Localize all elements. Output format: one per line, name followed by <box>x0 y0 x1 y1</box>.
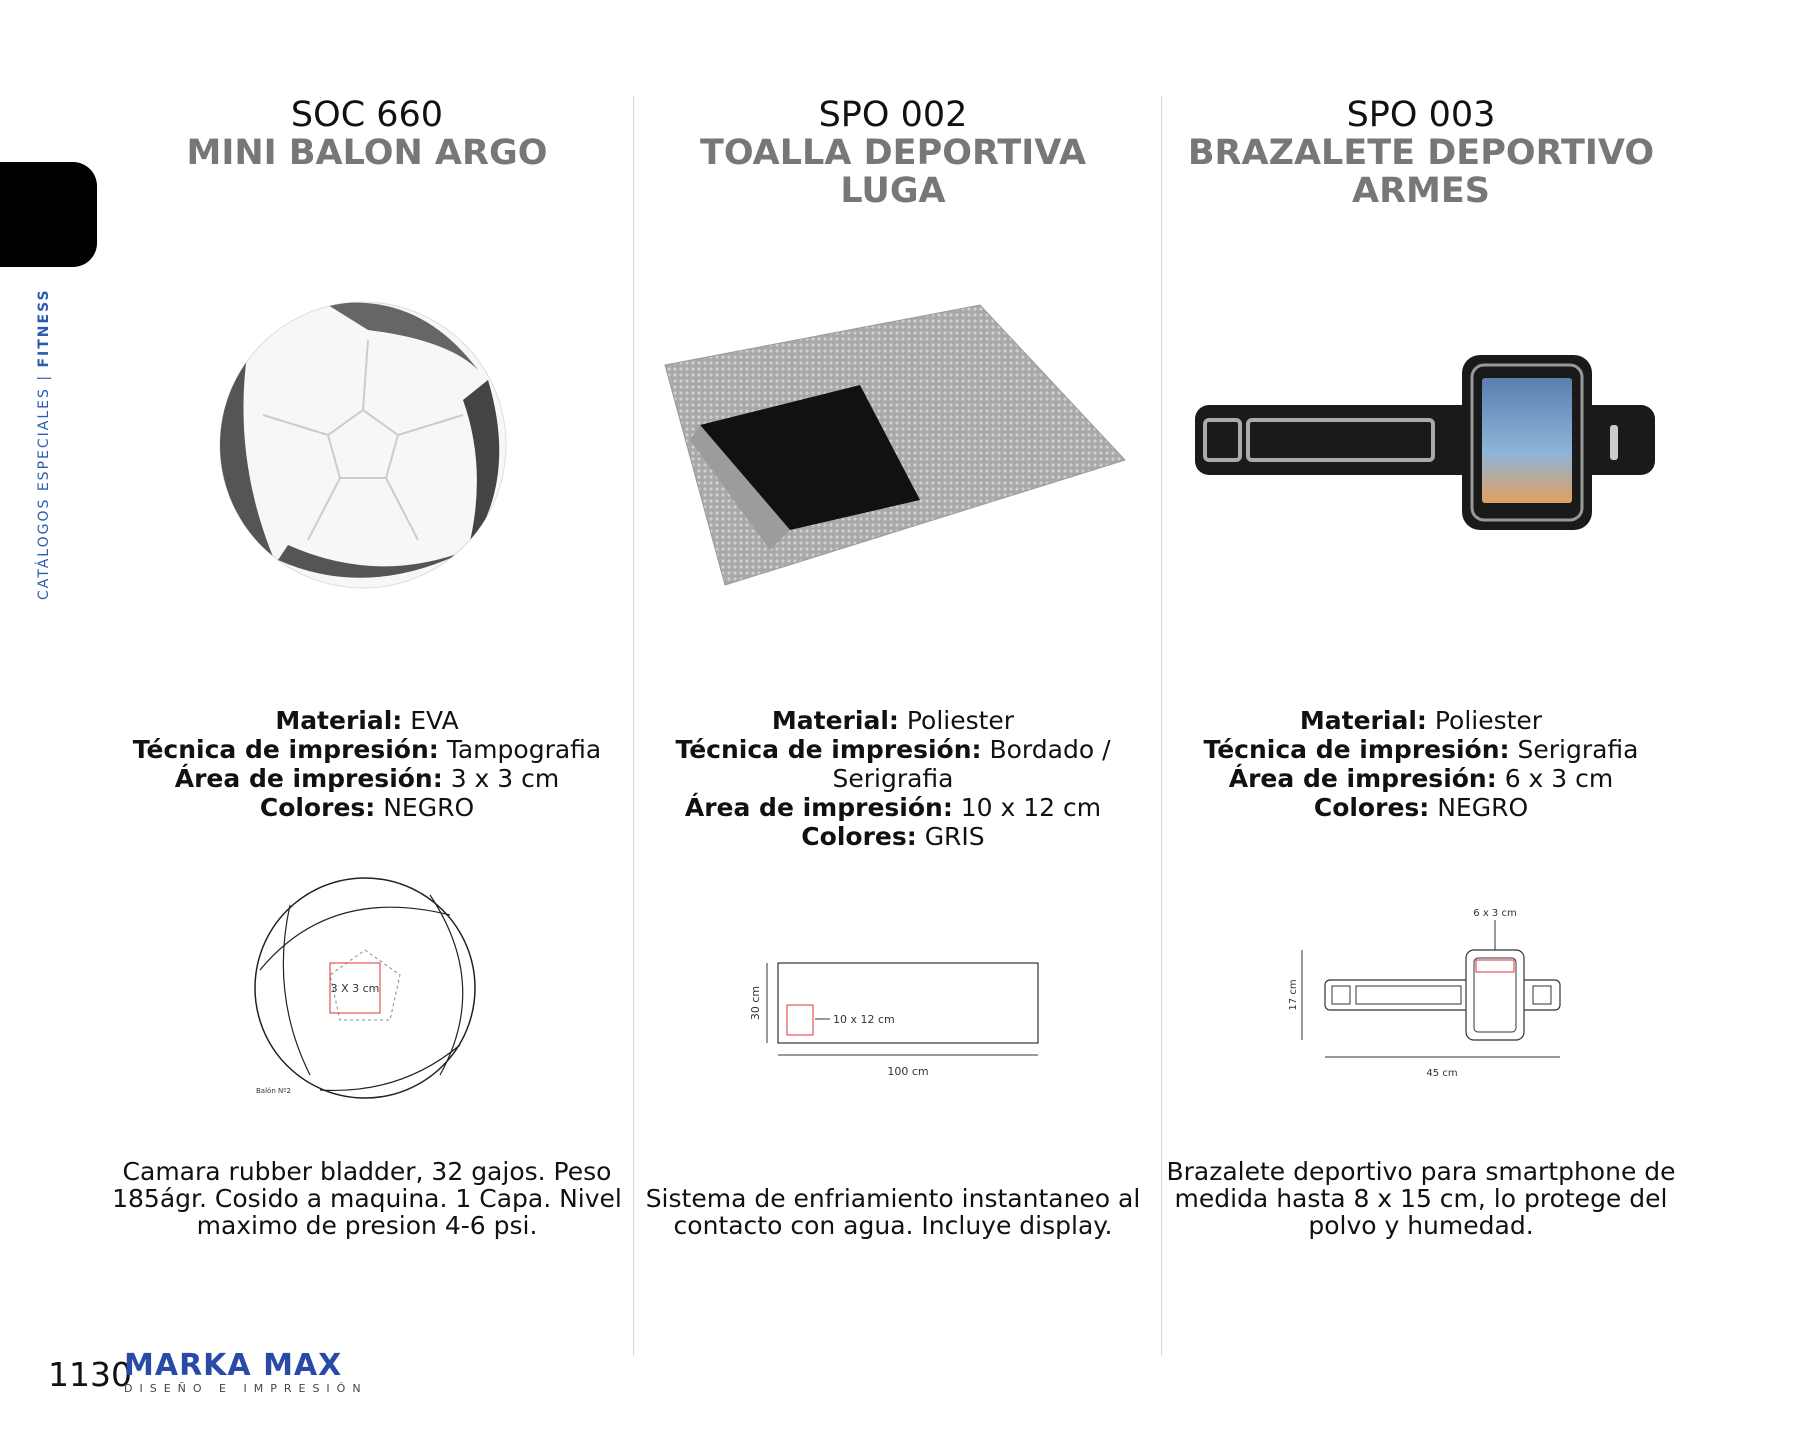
spec-value: NEGRO <box>383 793 475 822</box>
catalog-label: CATÁLOGOS ESPECIALES | <box>36 367 52 600</box>
armband-print-diagram <box>1280 900 1570 1090</box>
soccer-ball-image <box>218 300 508 590</box>
spec-technique <box>107 735 627 764</box>
brand-logo <box>124 1350 368 1396</box>
product-code: SOC 660 <box>290 95 444 135</box>
spec-value: 6 x 3 cm <box>1504 764 1614 793</box>
spec-area <box>107 764 627 793</box>
product-description: Brazalete deportivo para smartphone de medida hasta 8 x 15 cm, lo protege del polvo y humedad. <box>1166 1157 1676 1240</box>
spec-value: Tampografia <box>446 735 602 764</box>
spec-label: Técnica de impresión: <box>1203 735 1510 764</box>
spec-value: Poliester <box>906 706 1015 735</box>
spec-value: 3 x 3 cm <box>450 764 560 793</box>
page-number: 1130 <box>48 1355 132 1394</box>
product-name: TOALLA DEPORTIVA LUGA <box>699 133 1087 211</box>
spec-label: Técnica de impresión: <box>132 735 439 764</box>
product-description: Sistema de enfriamiento instantaneo al contacto con agua. Incluye display. <box>645 1184 1141 1240</box>
spec-label: Área de impresión: <box>174 764 443 793</box>
product-description: Camara rubber bladder, 32 gajos. Peso 185ágr. Cosido a maquina. 1 Capa. Nivel maximo de presion 4-6 psi. <box>112 1157 622 1240</box>
ball-print-diagram <box>250 875 485 1105</box>
spec-area <box>1161 764 1681 793</box>
product-specs <box>107 706 627 822</box>
product-code: SPO 003 <box>1346 95 1496 135</box>
spec-value: Serigrafia <box>1517 735 1639 764</box>
spec-label: Colores: <box>1313 793 1430 822</box>
spec-value: Bordado / Serigrafia <box>832 735 1111 793</box>
product-header <box>1161 96 1681 210</box>
spec-value: NEGRO <box>1437 793 1529 822</box>
print-area-label: 10 x 12 cm <box>833 1013 895 1026</box>
product-code: SPO 002 <box>818 95 968 135</box>
product-header <box>633 96 1153 210</box>
spec-material <box>1161 706 1681 735</box>
spec-material <box>107 706 627 735</box>
product-name: BRAZALETE DEPORTIVO ARMES <box>1187 133 1655 211</box>
logo-main-text: MARKA MAX <box>124 1348 343 1383</box>
section-label: FITNESS <box>36 288 52 368</box>
print-area-label: 3 X 3 cm <box>330 982 380 995</box>
spec-label: Técnica de impresión: <box>675 735 982 764</box>
spec-label: Colores: <box>801 822 917 851</box>
spec-technique <box>1161 735 1681 764</box>
spec-label: Colores: <box>259 793 376 822</box>
spec-label: Área de impresión: <box>684 793 953 822</box>
print-area-label: 6 x 3 cm <box>1473 908 1517 919</box>
width-dimension-label: 45 cm <box>1426 1068 1458 1079</box>
spec-material <box>633 706 1153 735</box>
spec-area <box>633 793 1153 822</box>
spec-label: Material: <box>1299 706 1427 735</box>
spec-colors <box>1161 793 1681 822</box>
product-specs <box>633 706 1153 851</box>
width-dimension-label: 100 cm <box>887 1065 929 1078</box>
product-name: MINI BALON ARGO <box>186 133 548 173</box>
spec-colors <box>633 822 1153 851</box>
towel-print-diagram <box>745 955 1045 1090</box>
spec-label: Material: <box>275 706 403 735</box>
diagram-caption: Balón Nº2 <box>256 1087 291 1095</box>
spec-label: Área de impresión: <box>1228 764 1497 793</box>
spec-colors <box>107 793 627 822</box>
towel-image <box>660 300 1130 590</box>
spec-value: Poliester <box>1434 706 1543 735</box>
section-tab <box>0 162 97 267</box>
height-dimension-label: 30 cm <box>749 985 762 1021</box>
spec-value: EVA <box>410 706 459 735</box>
height-dimension-label: 17 cm <box>1288 979 1299 1011</box>
sidebar-section-label <box>36 288 52 600</box>
spec-value: 10 x 12 cm <box>960 793 1102 822</box>
spec-label: Material: <box>771 706 899 735</box>
product-specs <box>1161 706 1681 822</box>
armband-image <box>1190 350 1660 535</box>
spec-technique <box>633 735 1153 793</box>
spec-value: GRIS <box>924 822 985 851</box>
logo-tagline: DISEÑO E IMPRESIÓN <box>124 1382 368 1395</box>
product-header <box>107 96 627 172</box>
